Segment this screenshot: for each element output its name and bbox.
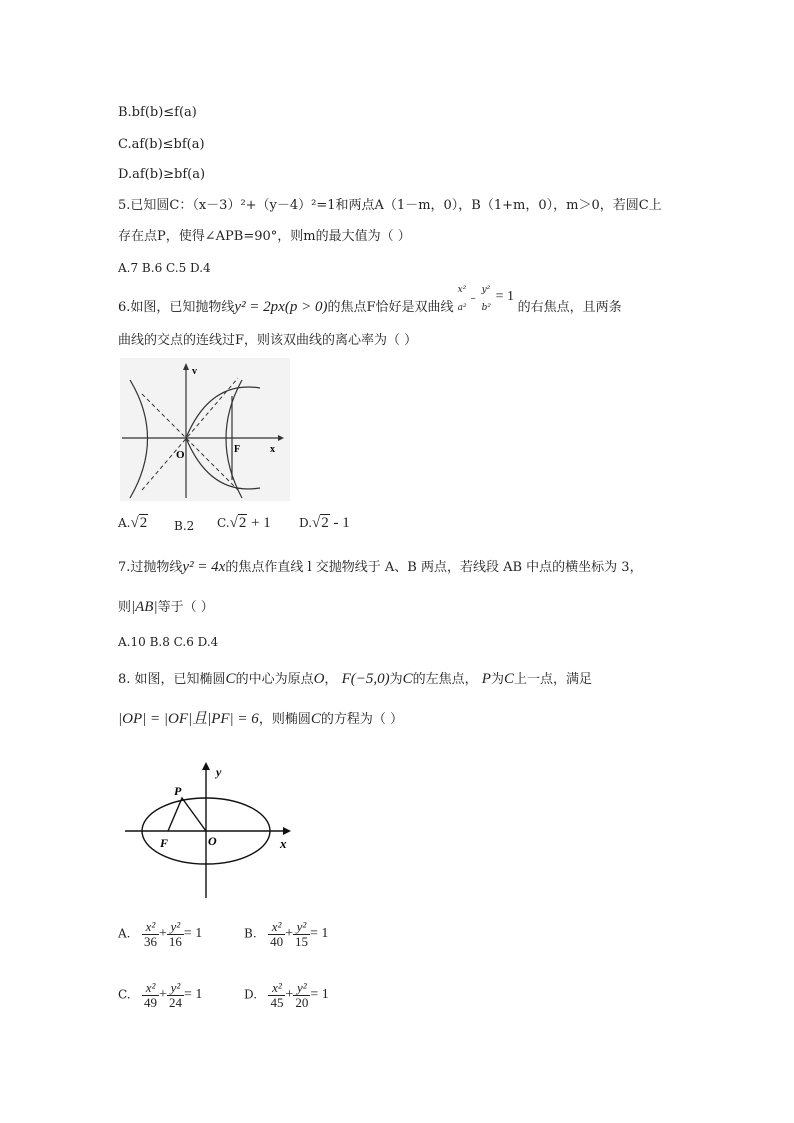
q8-text-g: 上一点，满足 (514, 672, 593, 687)
hyp-den-b: b² (481, 303, 491, 313)
q8-C4: C (310, 711, 321, 727)
num-x: x² (142, 920, 159, 935)
q8-text-a: 8. 如图，已知椭圆 (118, 672, 226, 687)
q6-option-c (217, 515, 271, 532)
q8-text-b: 的中心为原点 (235, 672, 314, 687)
figure-bg (120, 358, 290, 501)
q8-text-h: ，则椭圆 (258, 712, 311, 727)
q6-opt-d-tail: - 1 (329, 515, 350, 531)
den-b: 24 (168, 994, 182, 1010)
fig6-y-label: v (192, 366, 197, 377)
q8-text-e: 的左焦点， (412, 672, 478, 687)
q6-opt-d-label: D. (299, 516, 313, 530)
q7-line2-prefix: 则 (118, 600, 132, 615)
option-d-prev: D.af(b)≥bf(a) (118, 167, 206, 182)
q7-line2 (118, 600, 214, 615)
q8-text-c: ， (324, 672, 338, 687)
q6-opt-a-sqrt: √2 (130, 515, 148, 531)
fig6-x-label: x (270, 444, 275, 455)
eq-one: = 1 (183, 987, 203, 1003)
q6-opt-c-radicand: 2 (238, 515, 247, 531)
q8-option-d: D. $\frac{\text{x²}}{45}$ + $\frac{\text{y²}}{20}$ = 1 (244, 980, 329, 1010)
q8-opt-c-frac-x (142, 981, 159, 1009)
q8-option-a: A. $\frac{\text{x²}}{36}$ + $\frac{\text{y²}}{16}$ = 1 (118, 919, 203, 949)
fig8-x-label: x (280, 836, 287, 851)
q8-line1 (118, 672, 592, 687)
den-a: 36 (143, 933, 157, 949)
den-a: 45 (270, 994, 284, 1010)
q7-eq: y² = 4x (182, 559, 226, 575)
num-y: y² (167, 981, 184, 996)
q8-opt-d-frac-x (268, 981, 285, 1009)
q8-opt-a-frac-y (167, 920, 184, 948)
fig8-F-label: F (160, 836, 169, 850)
q8-opt-b-frac-y (293, 920, 310, 948)
q8-opt-b-label: B. (244, 926, 257, 941)
q7-suffix: 的焦点作直线 l 交抛物线于 A、B 两点，若线段 AB 中点的横坐标为 3， (225, 560, 643, 575)
num-y: y² (167, 920, 184, 935)
q8-opt-d-frac-y (293, 981, 310, 1009)
q5-line1: 5.已知圆C：（x－3）²+（y－4）²=1和两点A（1－m，0），B（1+m，0），m＞0，若圆C上 (118, 198, 662, 213)
q7-line1 (118, 560, 643, 575)
option-c-prev: C.af(b)≤bf(a) (118, 137, 205, 152)
q8-C3: C (503, 671, 514, 687)
eq-one: = 1 (310, 926, 329, 942)
num-x: x² (142, 981, 159, 996)
den-b: 16 (168, 933, 182, 949)
q5-options: A.7 B.6 C.5 D.4 (118, 261, 211, 275)
den-b: 20 (295, 994, 309, 1010)
num-y: y² (293, 981, 310, 996)
num-x: x² (268, 981, 285, 996)
q8-opt-c-label: C. (118, 987, 131, 1002)
q6-opt-d-radicand: 2 (321, 515, 329, 531)
q8-line2 (118, 712, 403, 727)
den-a: 49 (144, 994, 158, 1010)
q8-text-f: 为 (490, 672, 504, 687)
q7-prefix: 7.过抛物线 (118, 560, 183, 575)
hyp-rhs: = 1 (495, 289, 515, 304)
q6-suffix: 的右焦点，且两条 (517, 300, 622, 315)
q6-option-b: B.2 (174, 519, 195, 533)
fig8-O-label: O (208, 834, 217, 848)
eq-one: = 1 (183, 926, 203, 942)
q6-mid: 的焦点F恰好是双曲线 (327, 300, 454, 315)
fig8-P-label: P (174, 784, 182, 798)
eq-one: = 1 (310, 987, 329, 1003)
q7-options: A.10 B.8 C.6 D.4 (118, 635, 219, 649)
num-x: x² (268, 920, 285, 935)
q7-line2-suffix: 等于（ ） (157, 600, 214, 615)
q6-figure (120, 358, 290, 501)
q8-option-c: C. $\frac{\text{x²}}{49}$ + $\frac{\text{y²}}{24}$ = 1 (118, 980, 203, 1010)
x-axis-arrow (283, 827, 291, 835)
q8-F: F(−5,0) (341, 671, 390, 687)
q6-opt-a-radicand: 2 (139, 515, 148, 531)
q6-line1 (118, 285, 622, 330)
q6-parabola-eq: y² = 2px(p > 0) (234, 299, 328, 315)
q6-opt-a-label: A. (118, 516, 131, 530)
y-axis-arrow (202, 762, 210, 770)
q6-opt-d-sqrt: √2 - 1 (312, 515, 350, 531)
q6-option-d (299, 515, 350, 532)
q8-figure (120, 758, 300, 900)
q8-opt-a-frac-x (142, 920, 159, 948)
q8-condition: |OP| = |OF|且|PF| = 6 (118, 711, 259, 727)
q8-text-i: 的方程为（ ） (320, 712, 403, 727)
q6-line2: 曲线的交点的连线过F，则该双曲线的离心率为（ ） (118, 333, 418, 348)
den-a: 40 (270, 933, 284, 949)
hyp-minus: – (470, 293, 476, 304)
q5-line2: 存在点P，使得∠APB=90°，则m的最大值为（ ） (118, 229, 411, 244)
q8-text-d: 为 (389, 672, 403, 687)
fig6-focus-label: F (234, 444, 241, 455)
q6-hyperbola-eq (458, 286, 518, 316)
q8-opt-b-frac-x (268, 920, 285, 948)
q8-opt-a-label: A. (118, 926, 131, 941)
q8-O: O (313, 671, 325, 687)
q6-opt-c-tail: + 1 (247, 515, 271, 531)
q8-opt-c-frac-y (167, 981, 184, 1009)
q8-P: P (481, 671, 491, 687)
q8-C2: C (402, 671, 413, 687)
q8-C: C (225, 671, 236, 687)
q6-opt-c-label: C. (217, 516, 230, 530)
q6-opt-c-sqrt: √2 + 1 (229, 515, 271, 531)
q6-option-a (118, 515, 148, 532)
hyp-den-a: a² (457, 303, 467, 313)
q8-option-b: B. $\frac{\text{x²}}{40}$ + $\frac{\text{y²}}{15}$ = 1 (244, 919, 329, 949)
q8-opt-d-label: D. (244, 987, 258, 1002)
den-b: 15 (295, 933, 308, 949)
hyp-num-x: x² (457, 285, 467, 295)
q7-abs-ab: |AB| (131, 599, 158, 615)
hyp-num-y: y² (481, 285, 491, 295)
num-y: y² (293, 920, 310, 935)
fig8-y-label: y (216, 765, 222, 779)
option-b-prev: B.bf(b)≤f(a) (118, 105, 197, 120)
fig6-origin-label: O (176, 449, 185, 461)
q6-prefix: 6.如图，已知抛物线 (118, 300, 235, 315)
